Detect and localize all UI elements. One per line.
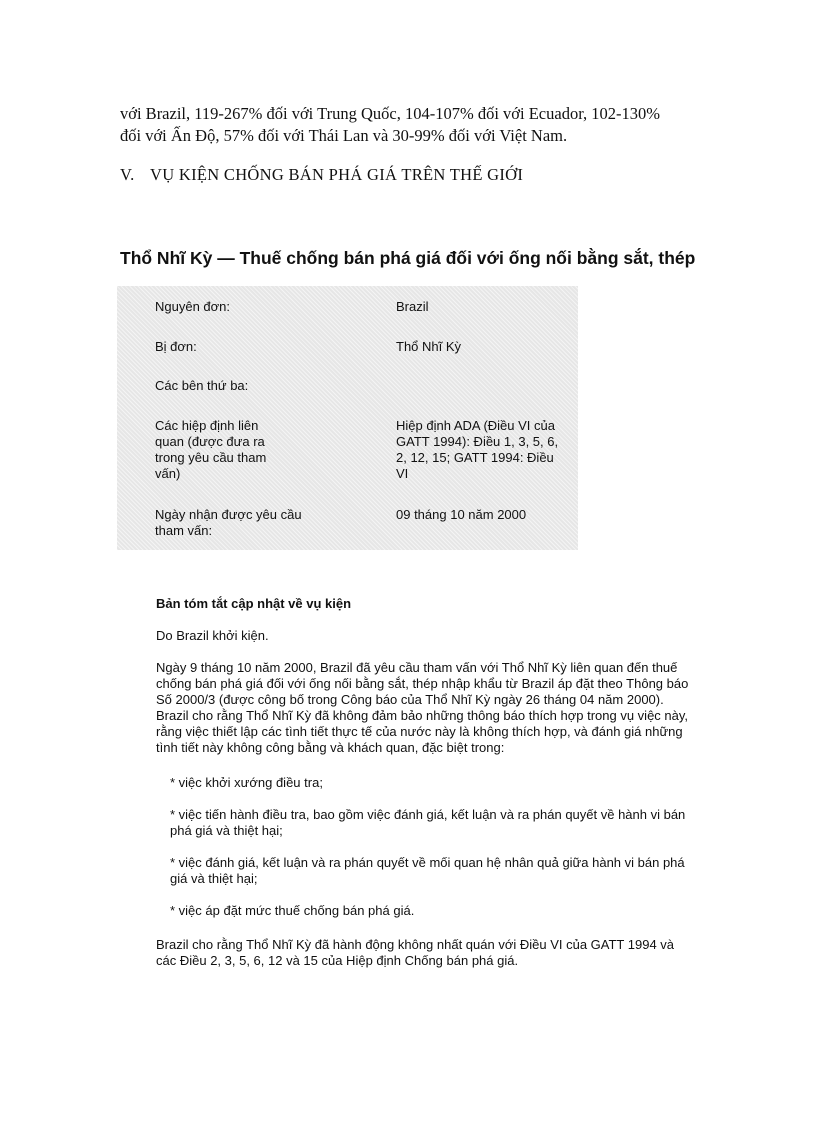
summary-paragraph-2: Ngày 9 tháng 10 năm 2000, Brazil đã yêu cầu tham vấn với Thổ Nhĩ Kỳ liên quan đến thuế chống bán phá giá đối với ống nối bằng sắt, thép nhập khẩu từ Brazil áp đặt theo Thông báo Số 2000/3 (được công bố trong Công báo của Thổ Nhĩ Kỳ ngày 26 tháng 04 năm 2000). Brazil cho rằng Thổ Nhĩ Kỳ đã không đảm bảo những thông báo thích hợp trong vụ việc này, rằng việc thiết lập các tình tiết thực tế của nước này là không thích hợp, và đánh giá những tình tiết này không công bằng và khách quan, đặc biệt trong: (156, 660, 689, 755)
request-date-label: Ngày nhận được yêu cầu tham vấn: (155, 507, 302, 538)
section-heading (120, 165, 523, 185)
respondent-value: Thổ Nhĩ Kỳ (396, 339, 462, 354)
intro-paragraph (120, 103, 695, 147)
case-info-box (117, 286, 578, 550)
respondent-label: Bị đơn: (155, 339, 197, 354)
summary-bullet-2: * việc tiến hành điều tra, bao gồm việc đánh giá, kết luận và ra phán quyết về hành vi bán phá giá và thiệt hại; (170, 807, 686, 838)
request-date-value: 09 tháng 10 năm 2000 (396, 507, 527, 522)
summary-bullet-4: * việc áp đặt mức thuế chống bán phá giá. (170, 903, 415, 918)
complainant-label: Nguyên đơn: (155, 299, 231, 314)
summary-paragraph-1: Do Brazil khởi kiện. (156, 628, 269, 643)
summary-paragraph-3: Brazil cho rằng Thổ Nhĩ Kỳ đã hành động không nhất quán với Điều VI của GATT 1994 và các Điều 2, 3, 5, 6, 12 và 15 của Hiệp định Chống bán phá giá. (156, 937, 675, 968)
summary-bullet-3: * việc đánh giá, kết luận và ra phán quyết về mối quan hệ nhân quả giữa hành vi bán phá giá và thiệt hại; (170, 855, 685, 886)
summary-heading: Bản tóm tắt cập nhật về vụ kiện (156, 596, 352, 611)
third-parties-label: Các bên thứ ba: (155, 378, 249, 393)
section-title: VỤ KIỆN CHỐNG BÁN PHÁ GIÁ TRÊN THẾ GIỚI (150, 165, 524, 184)
case-summary (156, 596, 692, 969)
agreements-label: Các hiệp định liên quan (được đưa ra trong yêu cầu tham vấn) (155, 418, 267, 481)
section-number: V. (120, 165, 135, 184)
intro-line-2: đối với Ấn Độ, 57% đối với Thái Lan và 30-99% đối với Việt Nam. (120, 126, 568, 145)
complainant-value: Brazil (396, 299, 429, 314)
case-title: Thổ Nhĩ Kỳ — Thuế chống bán phá giá đối với ống nối bằng sắt, thép (120, 248, 696, 268)
summary-bullet-1: * việc khởi xướng điều tra; (170, 775, 323, 790)
agreements-value: Hiệp định ADA (Điều VI của GATT 1994): Điều 1, 3, 5, 6, 2, 12, 15; GATT 1994: Điều VI (396, 418, 559, 481)
intro-line-1: với Brazil, 119-267% đối với Trung Quốc, 104-107% đối với Ecuador, 102-130% (120, 104, 661, 123)
